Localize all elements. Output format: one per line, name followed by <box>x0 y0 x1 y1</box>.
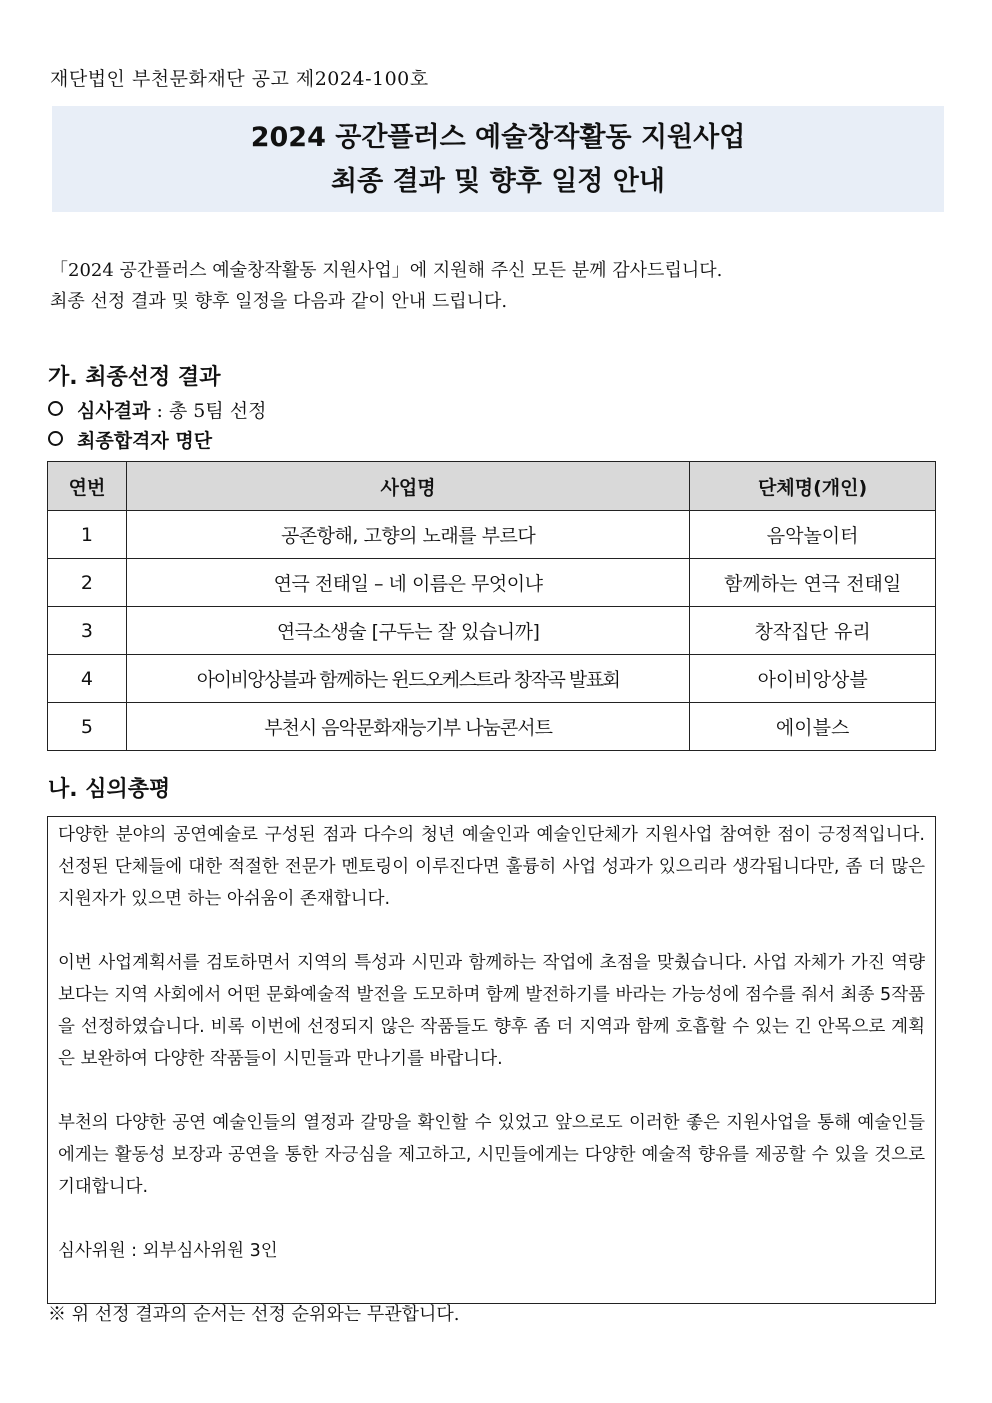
section-a-heading: 가. 최종선정 결과 <box>48 365 221 390</box>
cell-project: 부천시 음악문화재능기부 나눔콘서트 <box>126 703 689 751</box>
cell-group: 에이블스 <box>690 703 936 751</box>
cell-project: 아이비앙상블과 함께하는 윈드오케스트라 창작곡 발표회 <box>126 655 689 703</box>
footnote: ※ 위 선정 결과의 순서는 선정 순위와는 무관합니다. <box>48 1304 460 1325</box>
table-row <box>48 703 936 751</box>
header-project: 사업명 <box>126 462 689 511</box>
header-group: 단체명(개인) <box>690 462 936 511</box>
review-paragraph-1: 다양한 분야의 공연예술로 구성된 점과 다수의 청년 예술인과 예술인단체가 지원사업 참여한 점이 긍정적입니다. 선정된 단체들에 대한 적절한 전문가 멘토링이 이루진다면 훌륭히 사업 성과가 있으리라 생각됩니다만, 좀 더 많은 지원자가 있으면 하는 아쉬움이 존재합니다. <box>58 825 925 909</box>
circle-bullet-icon <box>48 431 63 446</box>
title-banner <box>52 106 944 212</box>
cell-group: 함께하는 연극 전태일 <box>690 559 936 607</box>
bullet-review-result <box>48 396 267 423</box>
table-header-row <box>48 462 936 511</box>
review-paragraph-2: 이번 사업계획서를 검토하면서 지역의 특성과 시민과 함께하는 작업에 초점을 맞췄습니다. 사업 자체가 가진 역량보다는 지역 사회에서 어떤 문화예술적 발전을 도모하며 함께 발전하기를 바라는 가능성에 점수를 줘서 최종 5작품을 선정하였습니다. 비록 이번에 선정되지 않은 작품들도 향후 좀 더 지역과 함께 호흡할 수 있는 긴 안목으로 계획은 보완하여 다양한 작품들이 시민들과 만나기를 바랍니다. <box>58 953 925 1069</box>
circle-bullet-icon <box>48 401 63 416</box>
selection-table <box>47 461 936 751</box>
bullet-final-list <box>48 426 212 453</box>
cell-project: 연극 전태일 – 네 이름은 무엇이냐 <box>126 559 689 607</box>
table-row <box>48 655 936 703</box>
bullet-label: 심사결과 <box>77 400 151 422</box>
cell-project: 연극소생술 [구두는 잘 있습니까] <box>126 607 689 655</box>
cell-number: 5 <box>48 703 127 751</box>
notice-number: 재단법인 부천문화재단 공고 제2024-100호 <box>50 68 429 90</box>
title-line-1: 2024 공간플러스 예술창작활동 지원사업 <box>250 122 746 153</box>
cell-number: 1 <box>48 511 127 559</box>
header-number: 연번 <box>48 462 127 511</box>
bullet-label: 최종합격자 명단 <box>77 430 213 452</box>
cell-number: 2 <box>48 559 127 607</box>
cell-group: 음악놀이터 <box>690 511 936 559</box>
intro-line-2: 최종 선정 결과 및 향후 일정을 다음과 같이 안내 드립니다. <box>50 291 508 312</box>
intro-text <box>50 255 722 317</box>
review-summary-box <box>47 816 936 1304</box>
title-line-2: 최종 결과 및 향후 일정 안내 <box>331 166 665 197</box>
cell-number: 3 <box>48 607 127 655</box>
cell-number: 4 <box>48 655 127 703</box>
table-row <box>48 511 936 559</box>
cell-group: 창작집단 유리 <box>690 607 936 655</box>
reviewers-line: 심사위원 : 외부심사위원 3인 <box>58 1241 278 1261</box>
cell-group: 아이비앙상블 <box>690 655 936 703</box>
section-b-heading: 나. 심의총평 <box>48 777 171 802</box>
intro-line-1: 「2024 공간플러스 예술창작활동 지원사업」에 지원해 주신 모든 분께 감사드립니다. <box>50 260 723 281</box>
cell-project: 공존항해, 고향의 노래를 부르다 <box>126 511 689 559</box>
review-paragraph-3: 부천의 다양한 공연 예술인들의 열정과 갈망을 확인할 수 있었고 앞으로도 이러한 좋은 지원사업을 통해 예술인들에게는 활동성 보장과 공연을 통한 자긍심을 제고하고, 시민들에게는 다양한 예술적 향유를 제공할 수 있을 것으로 기대합니다. <box>58 1113 925 1197</box>
table-row <box>48 559 936 607</box>
table-row <box>48 607 936 655</box>
bullet-value: : 총 5팀 선정 <box>150 400 267 422</box>
